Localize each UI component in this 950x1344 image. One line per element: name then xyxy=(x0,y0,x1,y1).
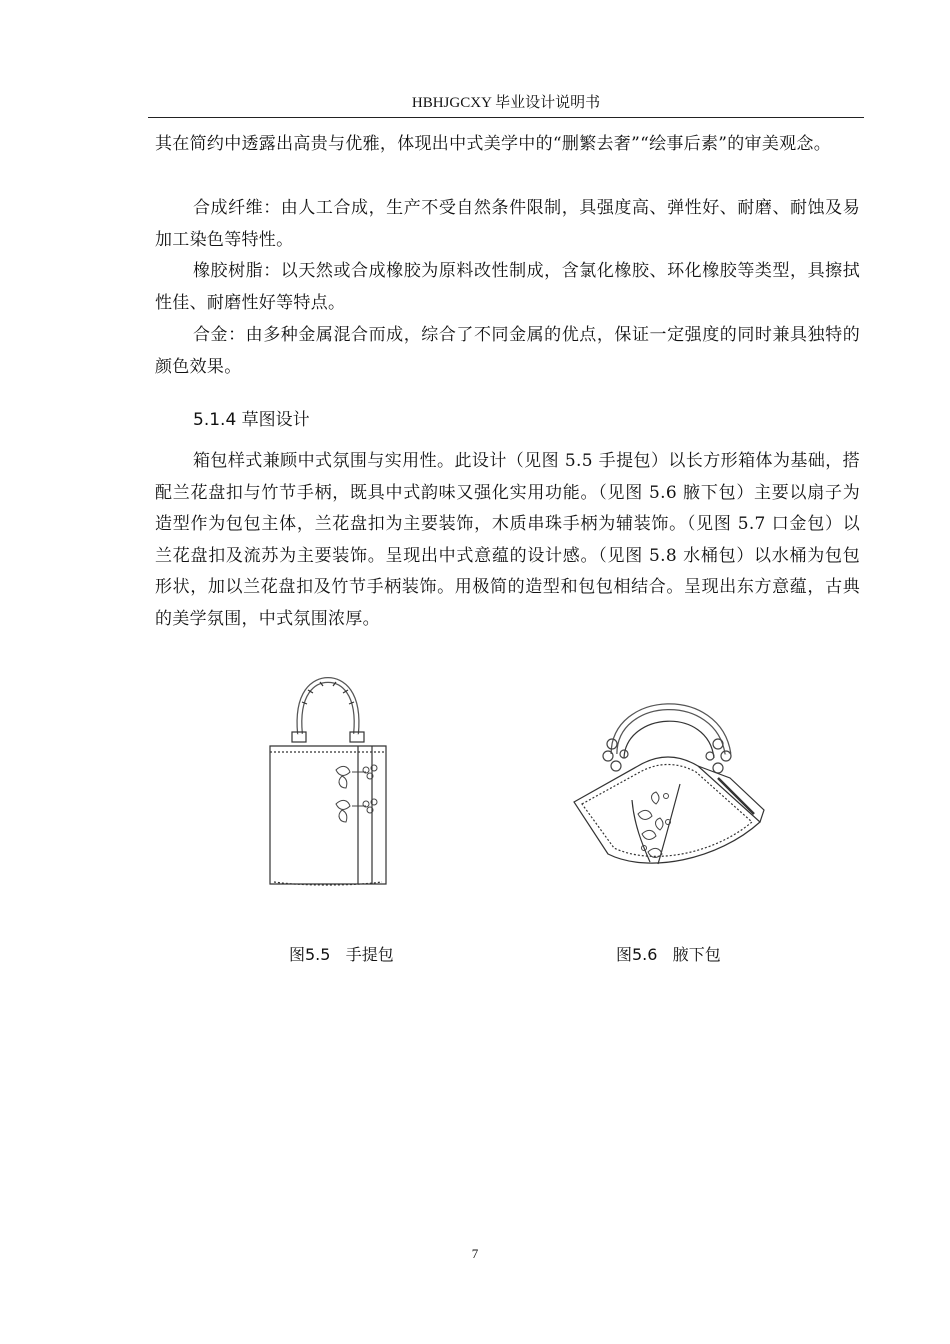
figure-caption-underarm-bag: 图5.6 腋下包 xyxy=(616,945,721,964)
paragraph-alloy: 合金：由多种金属混合而成，综合了不同金属的优点，保证一定强度的同时兼具独特的颜色效果。 xyxy=(155,325,860,377)
page-number: 7 xyxy=(471,1246,479,1261)
section-heading: 5.1.4 草图设计 xyxy=(193,410,310,430)
paragraph-rubber-resin: 橡胶树脂：以天然或合成橡胶为原料改性制成，含氯化橡胶、环化橡胶等类型，具擦拭性佳、耐磨性好等特点。 xyxy=(155,261,860,313)
paragraph-sketch-design: 箱包样式兼顾中式氛围与实用性。此设计（见图 5.5 手提包）以长方形箱体为基础，搭配兰花盘扣与竹节手柄，既具中式韵味又强化实用功能。（见图 5.6 腋下包）主要以扇子为造型作为包包主体，兰花盘扣为主要装饰，木质串珠手柄为辅装饰。（见图 5.7 口金包）以兰花盘扣及流苏为主要装饰。呈现出中式意蕴的设计感。（见图 5.8 水桶包）以水桶为包包形状，加以兰花盘扣及竹节手柄装饰。用极简的造型和包包相结合。呈现出东方意蕴，古典的美学氛围，中式氛围浓厚。 xyxy=(155,451,860,629)
paragraph-intro: 其在简约中透露出高贵与优雅，体现出中式美学中的“删繁去奢”“绘事后素”的审美观念。 xyxy=(155,134,832,154)
paragraph-synthetic-fiber: 合成纤维：由人工合成，生产不受自然条件限制，具强度高、弹性好、耐磨、耐蚀及易加工染色等特性。 xyxy=(155,198,860,250)
figure-caption-handbag: 图5.5 手提包 xyxy=(289,945,394,964)
handbag-sketch xyxy=(262,672,394,890)
header-divider xyxy=(148,117,864,118)
page-header: HBHJGCXY 毕业设计说明书 xyxy=(411,95,601,111)
underarm-bag-sketch xyxy=(568,684,766,880)
